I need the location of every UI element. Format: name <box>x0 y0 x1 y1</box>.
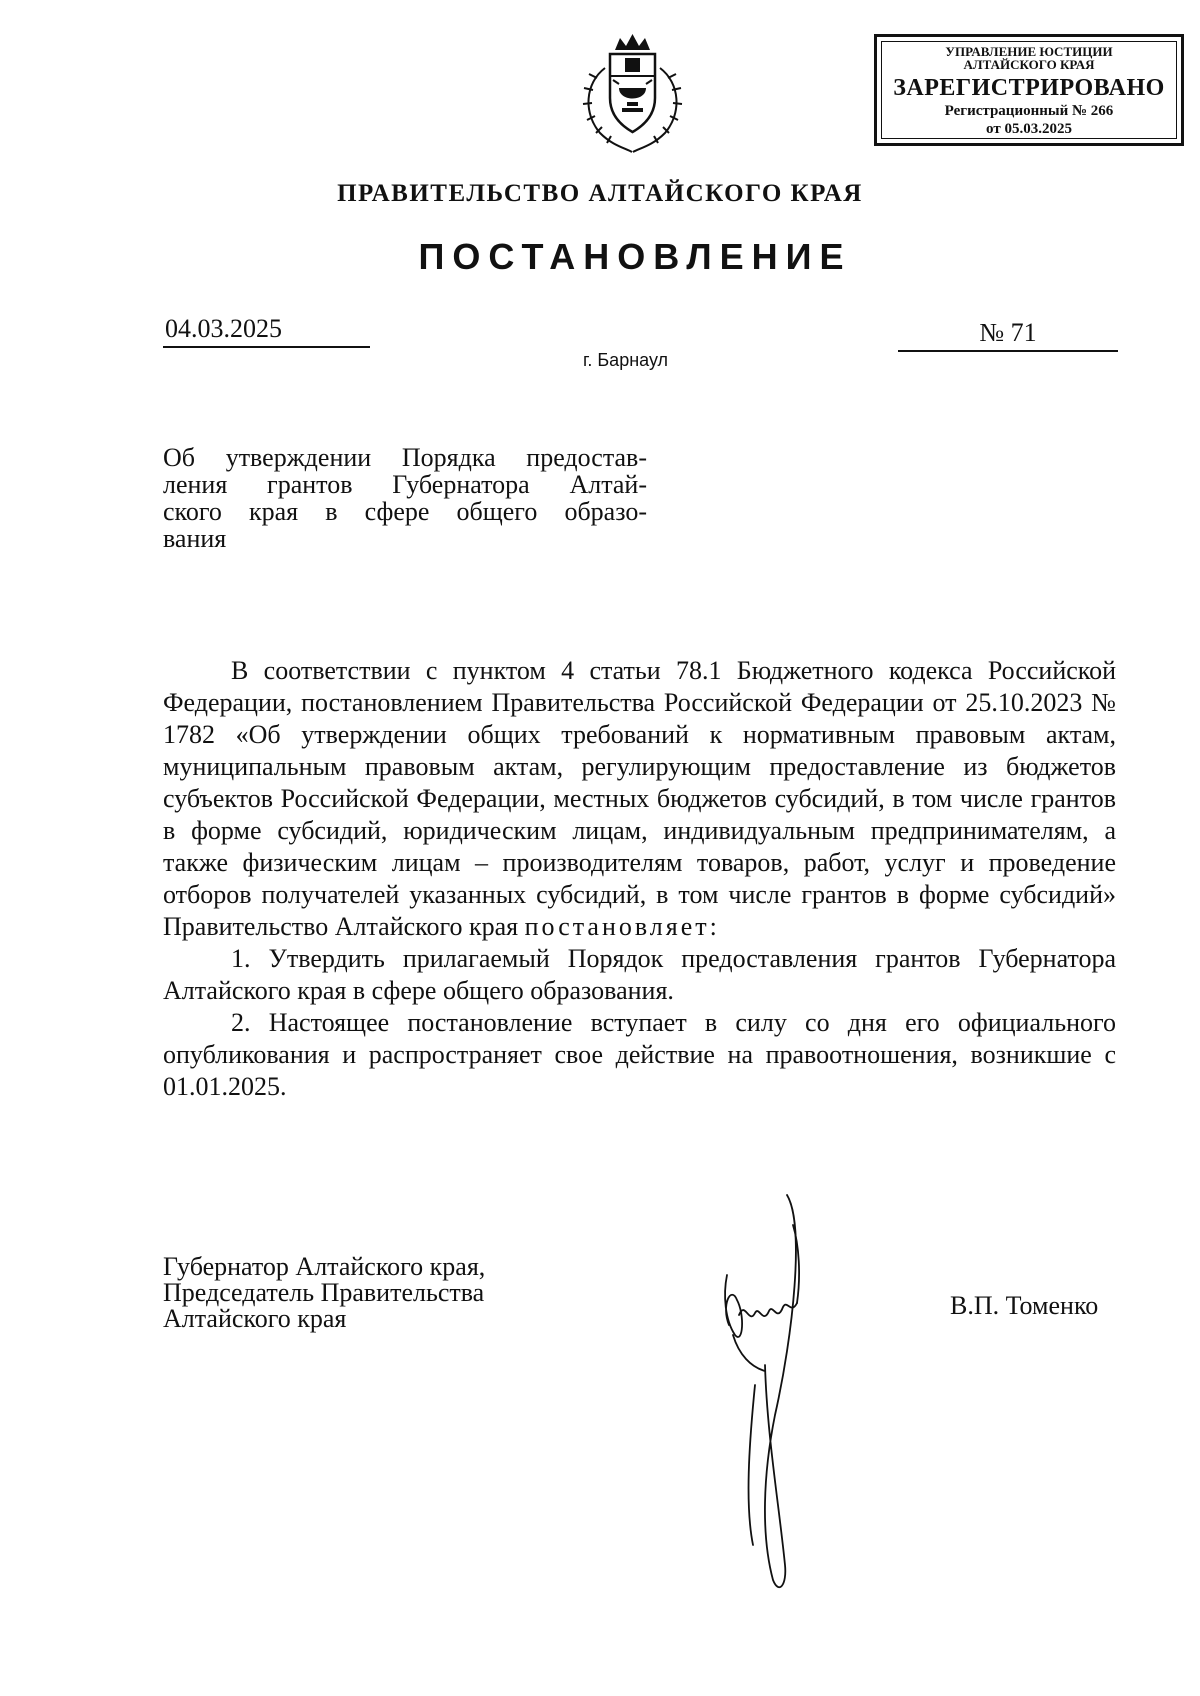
signatory-position <box>163 1254 485 1332</box>
subject-line: Об утверждении Порядка предостав- <box>163 443 647 472</box>
signatory-position-line: Губернатор Алтайского края, <box>163 1252 486 1281</box>
signatory-position-line: Алтайского края <box>163 1304 347 1333</box>
signatory-position-line: Председатель Правительства <box>163 1278 485 1307</box>
preamble-paragraph <box>163 655 1116 943</box>
item-2-paragraph: 2. Настоящее постановление вступает в силу со дня его официального опубликования и распространяет свое действие на правоотношения, возникшие с 01.01.2025. <box>163 1008 1116 1101</box>
stamp-reg-number: Регистрационный № 266 <box>944 103 1114 119</box>
document-date: 04.03.2025 <box>163 314 370 348</box>
stamp-org-line1: УПРАВЛЕНИЕ ЮСТИЦИИ <box>945 44 1113 59</box>
document-body <box>163 655 1116 1103</box>
government-title: ПРАВИТЕЛЬСТВО АЛТАЙСКОГО КРАЯ <box>337 180 863 207</box>
stamp-status: ЗАРЕГИСТРИРОВАНО <box>893 75 1165 101</box>
subject-line: вания <box>163 524 227 553</box>
stamp-reg-date: от 05.03.2025 <box>986 121 1072 137</box>
preamble-text: В соответствии с пунктом 4 статьи 78.1 Бюджетного кодекса Российской Федерации, постановлением Правительства Российской Федерации от 25.10.2023 № 1782 «Об утверждении общих требований к нормативным правовым актам, муниципальным правовым актам, регулирующим предоставление из бюджетов субъектов Российской Федерации, местных бюджетов субсидий, в том числе грантов в форме субсидий, юридическим лицам, индивидуальным предпринимателям, а также физическим лицам – производителям товаров, работ, услуг и проведение отборов получателей указанных субсидий, в том числе грантов в форме субсидий» Правительство Алтайского края <box>163 656 1116 941</box>
subject-line: ления грантов Губернатора Алтай- <box>163 470 647 499</box>
document-city: г. Барнаул <box>583 350 669 370</box>
document-number: № 71 <box>898 318 1118 352</box>
registration-stamp <box>874 34 1184 146</box>
handwritten-signature <box>715 1185 835 1605</box>
coat-of-arms-icon <box>575 28 690 158</box>
stamp-org-line2: АЛТАЙСКОГО КРАЯ <box>963 57 1095 72</box>
decree-word: постановляет: <box>524 912 720 941</box>
item-1-paragraph: 1. Утвердить прилагаемый Порядок предоставления грантов Губернатора Алтайского края в сфере общего образования. <box>163 944 1116 1005</box>
document-subject <box>163 444 647 552</box>
document-type: ПОСТАНОВЛЕНИЕ <box>418 236 852 277</box>
signatory-name: В.П. Томенко <box>950 1291 1099 1320</box>
subject-line: ского края в сфере общего образо- <box>163 497 647 526</box>
